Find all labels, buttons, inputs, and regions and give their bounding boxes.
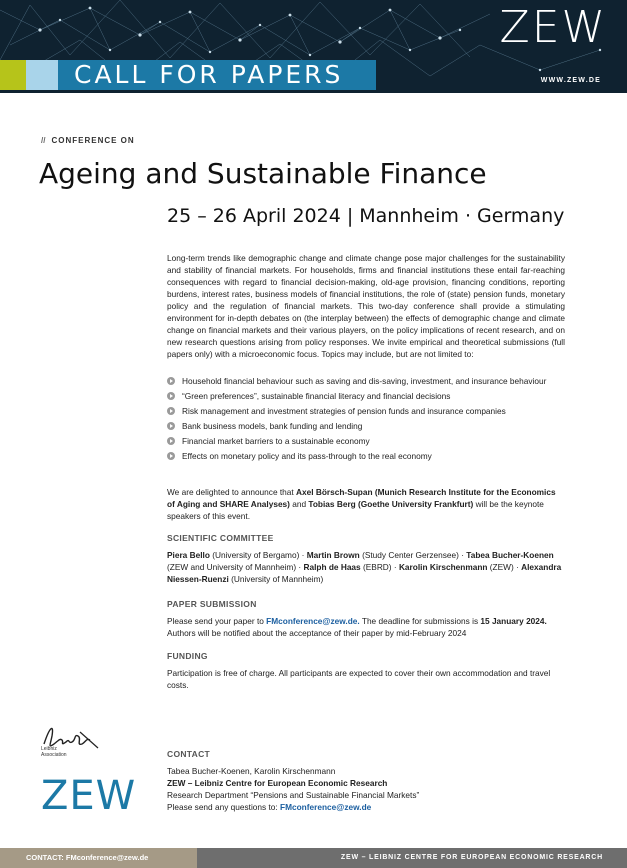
submission-paragraph	[167, 615, 565, 639]
bullet-arrow-icon	[167, 452, 175, 460]
footer-bar	[0, 848, 627, 868]
topics-list	[167, 375, 565, 465]
keynote-tail: will be the keynote speakers of this event.	[167, 499, 544, 521]
contact-block	[167, 765, 565, 813]
topic-text: “Green preferences”, sustainable financial literacy and financial decisions	[182, 391, 451, 401]
light-blue-accent-bar	[26, 60, 58, 90]
keynote-speaker-2: Tobias Berg (Goethe University Frankfurt)	[308, 499, 474, 509]
conference-title: Ageing and Sustainable Finance	[39, 157, 487, 190]
contact-department: Research Department “Pensions and Sustainable Financial Markets”	[167, 790, 420, 800]
list-item	[167, 450, 565, 462]
topic-text: Financial market barriers to a sustainable economy	[182, 436, 370, 446]
committee-members	[167, 549, 565, 585]
separator: ·	[296, 562, 304, 572]
list-item	[167, 405, 565, 417]
topic-text: Effects on monetary policy and its pass-through to the real economy	[182, 451, 432, 461]
separator: ·	[299, 550, 307, 560]
separator: ·	[391, 562, 399, 572]
funding-paragraph: Participation is free of charge. All participants are expected to cover their own accommodation and travel costs.	[167, 668, 551, 690]
deadline-date: 15 January 2024.	[480, 616, 547, 626]
call-for-papers-banner: CALL FOR PAPERS	[58, 60, 376, 90]
footer-contact	[0, 848, 197, 868]
contact-organisation: ZEW – Leibniz Centre for European Economic Research	[167, 778, 388, 788]
contact-heading: CONTACT	[167, 749, 211, 759]
member-affiliation: (ZEW and University of Mannheim)	[167, 562, 297, 572]
conference-kicker	[41, 136, 135, 145]
leibniz-label-line2: Association	[41, 752, 67, 758]
leibniz-association-label	[41, 746, 67, 758]
date-and-location: 25 – 26 April 2024 | Mannheim · Germany	[167, 205, 565, 227]
notification-text: Authors will be notified about the acceptance of their paper by mid-February 2024	[167, 628, 467, 638]
intro-paragraph: Long-term trends like demographic change and climate change pose major challenges for the sustainability and stability of financial markets. For households, firms and financial institutions these entail far-reaching consequences with regard to financial decision-making, old-age provision, financing conditions, reporting burdens, interest rates, business models of financial institutions, the role of (state) pension funds, monetary policy and the regulation of financial markets. This two-day conference shall provide a stimulating environment for in-depth debates on (the interplay between) the effects of demographic change and climate change on financial markets and their various players, on the policy implications of recent research, and on new research questions arising from policy responses. We invite empirical and theoretical submissions (full papers only) with a microeconomic focus. Topics may include, but are not limited to:	[167, 253, 565, 359]
member-affiliation: (Study Center Gerzensee)	[362, 550, 459, 560]
zew-footer-logo: ZEW	[41, 773, 137, 819]
submission-heading: PAPER SUBMISSION	[167, 599, 257, 609]
member-affiliation: (University of Mannheim)	[231, 574, 324, 584]
submission-lead: Please send your paper to	[167, 616, 267, 626]
leibniz-label-line1: Leibniz	[41, 746, 57, 752]
funding-heading: FUNDING	[167, 651, 208, 661]
kicker-slashes: //	[41, 136, 46, 145]
bullet-arrow-icon	[167, 422, 175, 430]
zew-header-logo: ZEW	[499, 2, 607, 53]
contact-email-link[interactable]: FMconference@zew.de	[280, 802, 372, 812]
header-banner	[0, 0, 627, 93]
website-link[interactable]: WWW.ZEW.DE	[540, 77, 601, 84]
topic-text: Household financial behaviour such as saving and dis-saving, investment, and insurance behaviour	[182, 376, 547, 386]
bullet-arrow-icon	[167, 437, 175, 445]
footer-email-link[interactable]: FMconference@zew.de	[65, 853, 149, 862]
topic-text: Risk management and investment strategies of pension funds and insurance companies	[182, 406, 506, 416]
member-name: Piera Bello	[167, 550, 210, 560]
member-name: Martin Brown	[306, 550, 360, 560]
member-name: Alexandra Niessen-Ruenzi	[167, 562, 562, 584]
member-affiliation: (ZEW)	[489, 562, 514, 572]
question-lead: Please send any questions to:	[167, 802, 281, 812]
keynote-paragraph	[167, 486, 565, 522]
bullet-arrow-icon	[167, 377, 175, 385]
topic-text: Bank business models, bank funding and lending	[182, 421, 363, 431]
separator: ·	[513, 562, 522, 572]
deadline-text: The deadline for submissions is	[359, 616, 481, 626]
keynote-speaker-1: Axel Börsch-Supan (Munich Research Institute for the Economics of Aging and SHARE Analyses)	[167, 487, 556, 509]
list-item	[167, 435, 565, 447]
contact-names: Tabea Bucher-Koenen, Karolin Kirschenmann	[167, 766, 336, 776]
keynote-and: and	[289, 499, 309, 509]
footer-institution: ZEW – LEIBNIZ CENTRE FOR EUROPEAN ECONOMIC RESEARCH	[340, 854, 603, 861]
member-name: Ralph de Haas	[303, 562, 361, 572]
contact-question-line	[167, 801, 565, 813]
member-affiliation: (University of Bergamo)	[212, 550, 300, 560]
list-item	[167, 375, 565, 387]
separator: ·	[458, 550, 467, 560]
lime-accent-bar	[0, 60, 26, 90]
kicker-text: CONFERENCE ON	[51, 136, 135, 145]
bullet-arrow-icon	[167, 392, 175, 400]
list-item	[167, 420, 565, 432]
submission-email-link[interactable]: FMconference@zew.de.	[266, 616, 360, 626]
member-name: Karolin Kirschenmann	[398, 562, 488, 572]
member-affiliation: (EBRD)	[362, 562, 392, 572]
list-item	[167, 390, 565, 402]
bullet-arrow-icon	[167, 407, 175, 415]
footer-contact-label: CONTACT:	[26, 853, 66, 862]
keynote-lead: We are delighted to announce that	[167, 487, 297, 497]
committee-heading: SCIENTIFIC COMMITTEE	[167, 533, 274, 543]
member-name: Tabea Bucher-Koenen	[466, 550, 554, 560]
